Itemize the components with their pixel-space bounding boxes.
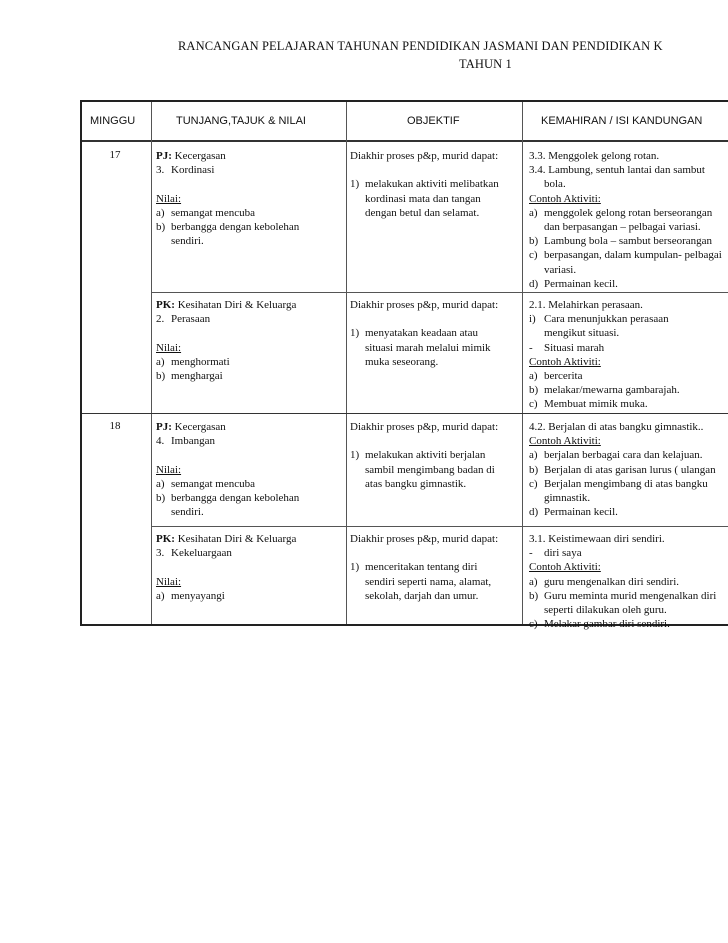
item-marker: 4. [156,435,165,448]
objektif-line [350,546,498,560]
kemahiran-line [529,234,713,248]
item-text: Imbangan [171,435,215,448]
item-text: sekolah, darjah dan umur. [365,589,479,602]
header-minggu: MINGGU [90,115,136,127]
tunjang-line [156,369,296,383]
line-text: Diakhir proses p&p, murid dapat: [350,421,499,433]
week-number: 18 [109,420,121,432]
item-marker: a) [156,206,165,219]
line-text: Nilai: [156,341,182,354]
topic-prefix: PJ: [156,150,175,162]
tunjang-line [156,463,226,477]
tunjang-line [156,326,296,340]
line-text: 3.4. Lambung, sentuh lantai dan sambut [529,164,705,177]
item-text: diri saya [544,547,582,560]
header-objektif: OBJEKTIF [407,115,460,127]
item-marker: 2. [156,313,165,326]
item-marker: a) [529,206,538,219]
tunjang-line [156,312,296,326]
week-separator [82,413,728,414]
item-text: berjalan berbagai cara dan kelajuan. [544,449,703,462]
item-text: seperti dilakukan oleh guru. [544,603,667,616]
cell-kemahiran [529,532,717,631]
kemahiran-line [529,491,703,505]
topic-prefix: PJ: [156,421,175,433]
week-number: 17 [109,149,121,161]
kemahiran-line [529,206,713,220]
item-marker: 1) [350,178,360,191]
objektif-line [350,463,498,477]
item-text: Membuat mimik muka. [544,398,648,411]
item-marker: - [529,547,533,560]
kemahiran-line [529,192,705,206]
item-text: Berjalan di atas garisan lurus ( ulangan [544,463,716,476]
item-text: menghormati [171,355,230,368]
item-text: menggolek gelong rotan berseorangan [544,206,713,219]
tunjang-line [156,341,296,355]
tunjang-line [156,575,296,589]
tunjang-line [156,505,226,519]
objektif-line [350,589,498,603]
item-text: melakukan aktiviti melibatkan [365,178,499,191]
item-text: sendiri. [171,235,204,248]
item-text: gimnastik. [544,491,591,504]
title-line-1: RANCANGAN PELAJARAN TAHUNAN PENDIDIKAN JASMANI DAN PENDIDIKAN K [178,39,663,53]
kemahiran-line [529,546,665,560]
kemahiran-line [529,603,665,617]
item-text: Berjalan mengimbang di atas bangku [544,477,708,490]
column-divider [522,102,523,624]
item-marker: d) [529,277,539,290]
item-text: melakar/mewarna gambarajah. [544,384,680,397]
cell-kemahiran [529,298,680,412]
tunjang-line [156,477,255,491]
item-text: guru mengenalkan diri sendiri. [544,575,680,588]
topic-prefix: PK: [156,533,178,545]
kemahiran-line [529,420,703,434]
kemahiran-line [529,617,670,631]
tunjang-line [156,234,226,248]
cell-objektif [350,532,498,603]
item-marker: a) [156,589,165,602]
cell-tunjang [156,532,296,603]
kemahiran-line [529,220,705,234]
objektif-line [350,177,498,191]
item-text: atas bangku gimnastik. [365,477,467,490]
cell-objektif [350,149,498,220]
item-marker: b) [156,220,166,233]
line-text: Contoh Aktiviti: [529,561,601,574]
kemahiran-line [529,177,705,191]
objektif-line [350,420,498,434]
topic-text: Kecergasan [174,150,226,162]
item-marker: i) [529,313,536,326]
item-marker: 3. [156,164,165,177]
item-marker: a) [156,477,165,490]
kemahiran-line [529,383,680,397]
item-text: melakukan aktiviti berjalan [365,449,486,462]
objektif-line [350,560,498,574]
item-text: semangat mencuba [171,206,255,219]
objektif-line [350,341,498,355]
item-text: menghargai [171,369,223,382]
objektif-line [350,355,498,369]
kemahiran-line [529,149,705,163]
line-text: Nilai: [156,463,182,476]
tunjang-line [156,420,226,434]
item-text: sambil mengimbang badan di [365,463,495,476]
kemahiran-line [529,575,680,589]
item-marker: 1) [350,327,360,340]
item-text: kordinasi mata dan tangan [365,192,481,205]
item-text: Kekeluargaan [171,547,232,560]
item-text: Lambung bola – sambut berseorangan [544,235,713,248]
item-text: menyayangi [171,589,225,602]
item-marker: c) [529,249,538,262]
item-marker: - [529,341,533,354]
item-text: Kordinasi [171,164,215,177]
item-marker: b) [529,589,539,602]
objektif-line [350,149,498,163]
item-marker: d) [529,506,539,519]
objektif-line [350,163,498,177]
kemahiran-line [529,463,716,477]
line-text: 4.2. Berjalan di atas bangku gimnastik.. [529,421,704,433]
kemahiran-line [529,477,708,491]
item-text: sendiri seperti nama, alamat, [365,575,492,588]
objektif-line [350,575,498,589]
item-text: bercerita [544,369,583,382]
lesson-plan-table [80,100,728,631]
item-marker: a) [529,369,538,382]
kemahiran-line [529,448,703,462]
item-text: menyatakan keadaan atau [365,327,478,340]
tunjang-line [156,560,296,574]
tunjang-line [156,448,226,462]
kemahiran-line [529,369,643,383]
item-text: berbangga dengan kebolehan [171,220,300,233]
tunjang-line [156,298,296,312]
item-text: muka seseorang. [365,355,439,368]
kemahiran-line [529,312,669,326]
tunjang-line [156,589,296,603]
line-text: Nilai: [156,192,182,205]
line-text: Diakhir proses p&p, murid dapat: [350,299,499,311]
item-text: variasi. [544,263,577,276]
item-text: berpasangan, dalam kumpulan- pelbagai [544,249,722,262]
item-text: dan berpasangan – pelbagai variasi. [544,220,701,233]
line-text: Contoh Aktiviti: [529,355,601,368]
item-text: Cara menunjukkan perasaan [544,313,669,326]
line-text: 3.3. Menggolek gelong rotan. [529,150,660,162]
tunjang-line [156,206,255,220]
item-marker: c) [529,618,538,631]
kemahiran-line [529,341,643,355]
item-marker: b) [529,235,539,248]
item-marker: 1) [350,561,360,574]
topic-text: Kesihatan Diri & Keluarga [177,299,297,311]
topic-text: Kecergasan [174,421,226,433]
objektif-line [350,192,498,206]
kemahiran-line [529,298,643,312]
cell-tunjang [156,420,300,519]
title-line-2: TAHUN 1 [459,57,512,71]
kemahiran-line [529,532,665,546]
objektif-line [350,206,498,220]
line-text: Contoh Aktiviti: [529,192,601,205]
item-text: Situasi marah [544,341,605,354]
kemahiran-line [529,326,643,340]
topic-text: Kesihatan Diri & Keluarga [177,533,297,545]
line-text: 2.1. Melahirkan perasaan. [529,299,643,311]
kemahiran-line [529,397,648,411]
tunjang-line [156,192,226,206]
item-text: situasi marah melalui mimik [365,341,491,354]
item-text: dengan betul dan selamat. [365,206,480,219]
objektif-line [350,448,498,462]
line-text: 3.1. Keistimewaan diri sendiri. [529,533,665,545]
objektif-line [350,326,498,340]
item-text: menceritakan tentang diri [365,561,478,574]
item-marker: b) [156,491,166,504]
cell-kemahiran [529,149,722,291]
kemahiran-line [529,434,703,448]
kemahiran-line [529,277,705,291]
item-text: Perasaan [171,313,211,326]
item-marker: c) [529,398,538,411]
objektif-line [350,312,498,326]
tunjang-line [156,177,226,191]
objektif-line [350,298,498,312]
item-text: mengikut situasi. [544,327,620,340]
cell-objektif [350,298,498,369]
line-text: Diakhir proses p&p, murid dapat: [350,533,499,545]
kemahiran-line [529,163,705,177]
kemahiran-line [529,505,703,519]
objektif-line [350,434,498,448]
item-marker: a) [156,355,165,368]
item-marker: b) [529,463,539,476]
tunjang-line [156,532,296,546]
line-text: Nilai: [156,575,182,588]
block-separator [151,292,728,293]
item-text: bola. [544,178,566,191]
item-marker: 3. [156,547,165,560]
column-divider [346,102,347,624]
item-marker: b) [529,384,539,397]
cell-tunjang [156,149,300,248]
topic-prefix: PK: [156,299,178,311]
kemahiran-line [529,355,643,369]
kemahiran-line [529,589,717,603]
header-separator [82,140,728,142]
objektif-line [350,477,498,491]
kemahiran-line [529,560,665,574]
cell-kemahiran [529,420,716,519]
tunjang-line [156,491,300,505]
item-text: Permainan kecil. [544,277,618,290]
objektif-line [350,532,498,546]
line-text: Contoh Aktiviti: [529,435,601,448]
line-text: Diakhir proses p&p, murid dapat: [350,150,499,162]
item-marker: 1) [350,449,360,462]
tunjang-line [156,220,300,234]
item-text: berbangga dengan kebolehan [171,491,300,504]
header-kemahiran: KEMAHIRAN / ISI KANDUNGAN [541,115,703,127]
item-text: Guru meminta murid mengenalkan diri [544,589,717,602]
kemahiran-line [529,248,722,262]
item-text: Melakar gambar diri sendiri. [544,618,670,631]
tunjang-line [156,355,296,369]
item-marker: a) [529,575,538,588]
item-text: sendiri. [171,506,204,519]
item-marker: c) [529,477,538,490]
tunjang-line [156,546,296,560]
column-divider [151,102,152,624]
item-text: Permainan kecil. [544,506,618,519]
item-text: semangat mencuba [171,477,255,490]
item-marker: a) [529,449,538,462]
tunjang-line [156,434,226,448]
kemahiran-line [529,263,705,277]
block-separator [151,526,728,527]
header-tunjang: TUNJANG,TAJUK & NILAI [176,115,306,127]
tunjang-line [156,163,226,177]
cell-objektif [350,420,498,491]
tunjang-line [156,149,226,163]
item-marker: b) [156,369,166,382]
cell-tunjang [156,298,296,383]
